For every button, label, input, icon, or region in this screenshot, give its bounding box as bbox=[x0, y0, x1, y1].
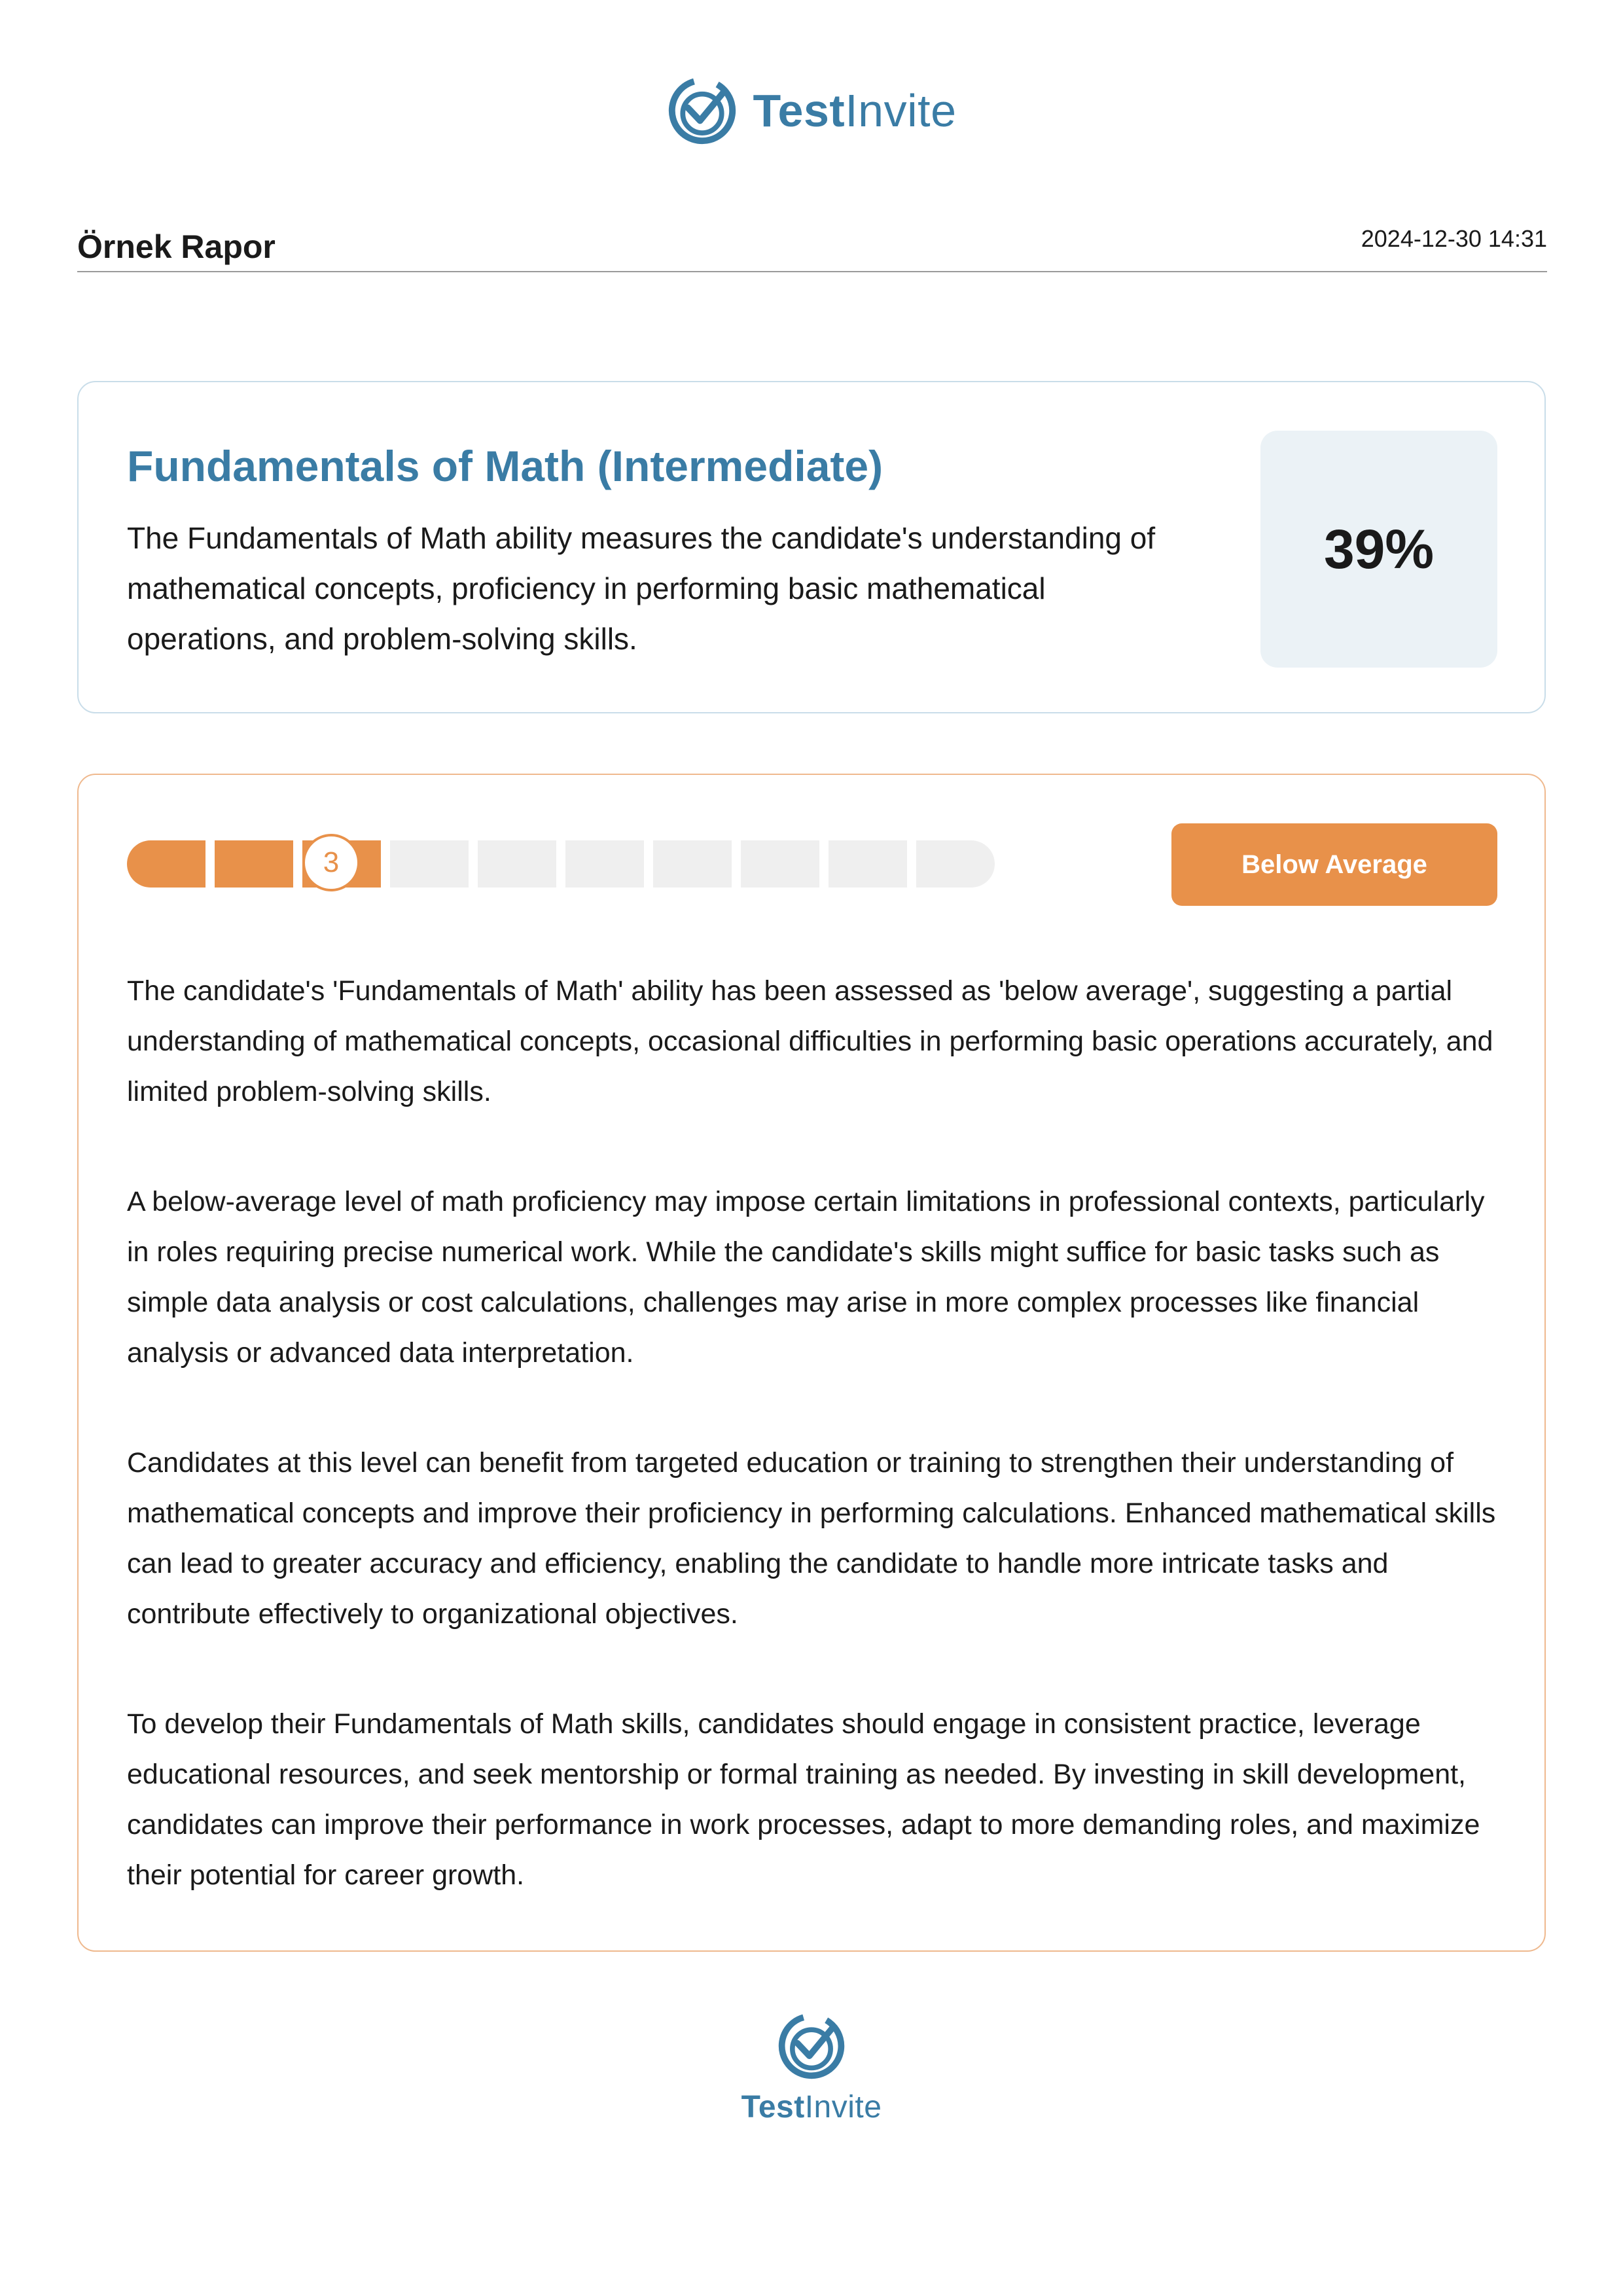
skill-card bbox=[77, 381, 1546, 713]
brand-name bbox=[753, 85, 957, 136]
level-segment bbox=[829, 840, 907, 888]
score-value: 39% bbox=[1323, 518, 1435, 580]
level-paragraph: A below-average level of math proficiency may impose certain limitations in professional contexts, particularly in roles requiring precise numerical work. While the candidate's skills might suffice for basic tasks such as simple data analysis or cost calculations, challenges may arise in more complex processes like financial analysis or advanced data interpretation. bbox=[127, 1186, 1485, 1369]
level-bar bbox=[127, 840, 995, 888]
level-segment bbox=[916, 840, 995, 888]
level-segment bbox=[127, 840, 205, 888]
report-header bbox=[77, 223, 1547, 272]
level-badge: Below Average bbox=[1171, 823, 1497, 906]
check-circle-logo-icon bbox=[776, 2011, 847, 2081]
brand-footer bbox=[0, 2011, 1623, 2123]
level-paragraph: Candidates at this level can benefit from targeted education or training to strengthen their understanding of mathematical concepts and improve their proficiency in performing calculations. Enhanced mathematical skills can lead to greater accuracy and efficiency, enabling the candidate to handle more intricate tasks and contribute effectively to organizational objectives. bbox=[127, 1447, 1496, 1630]
skill-description: The Fundamentals of Math ability measures the candidate's understanding of mathematical concepts, proficiency in performing basic mathematical operations, and problem-solving skills. bbox=[127, 521, 1156, 656]
level-segment bbox=[390, 840, 469, 888]
level-marker: 3 bbox=[302, 834, 360, 891]
level-segment bbox=[478, 840, 556, 888]
level-paragraph: The candidate's 'Fundamentals of Math' ability has been assessed as 'below average', suggesting a partial understanding of mathematical concepts, occasional difficulties in performing basic operations accurately, and limited problem-solving skills. bbox=[127, 975, 1493, 1107]
brand-name-bold: Test bbox=[741, 2090, 805, 2125]
brand-name-bold: Test bbox=[753, 85, 846, 136]
level-segment bbox=[741, 840, 819, 888]
skill-title: Fundamentals of Math (Intermediate) bbox=[127, 442, 883, 490]
level-segment bbox=[565, 840, 644, 888]
report-title: Örnek Rapor bbox=[77, 228, 276, 265]
check-circle-logo-icon bbox=[666, 75, 738, 147]
brand-name-light: Invite bbox=[845, 85, 957, 136]
brand-name-light: Invite bbox=[804, 2090, 882, 2125]
score-box bbox=[1260, 431, 1497, 668]
level-card bbox=[77, 774, 1546, 1952]
level-paragraph: To develop their Fundamentals of Math skills, candidates should engage in consistent practice, leverage educational resources, and seek mentorship or formal training as needed. By investing in skill development, candidates can improve their performance in work processes, adapt to more demanding roles, and maximize their potential for career growth. bbox=[127, 1708, 1480, 1891]
level-segment bbox=[215, 840, 293, 888]
level-segment bbox=[653, 840, 732, 888]
level-description bbox=[127, 966, 1501, 1960]
brand-name bbox=[741, 2092, 882, 2123]
report-date: 2024-12-30 14:31 bbox=[1361, 225, 1547, 252]
brand-header bbox=[0, 75, 1623, 147]
level-segment bbox=[302, 840, 381, 888]
